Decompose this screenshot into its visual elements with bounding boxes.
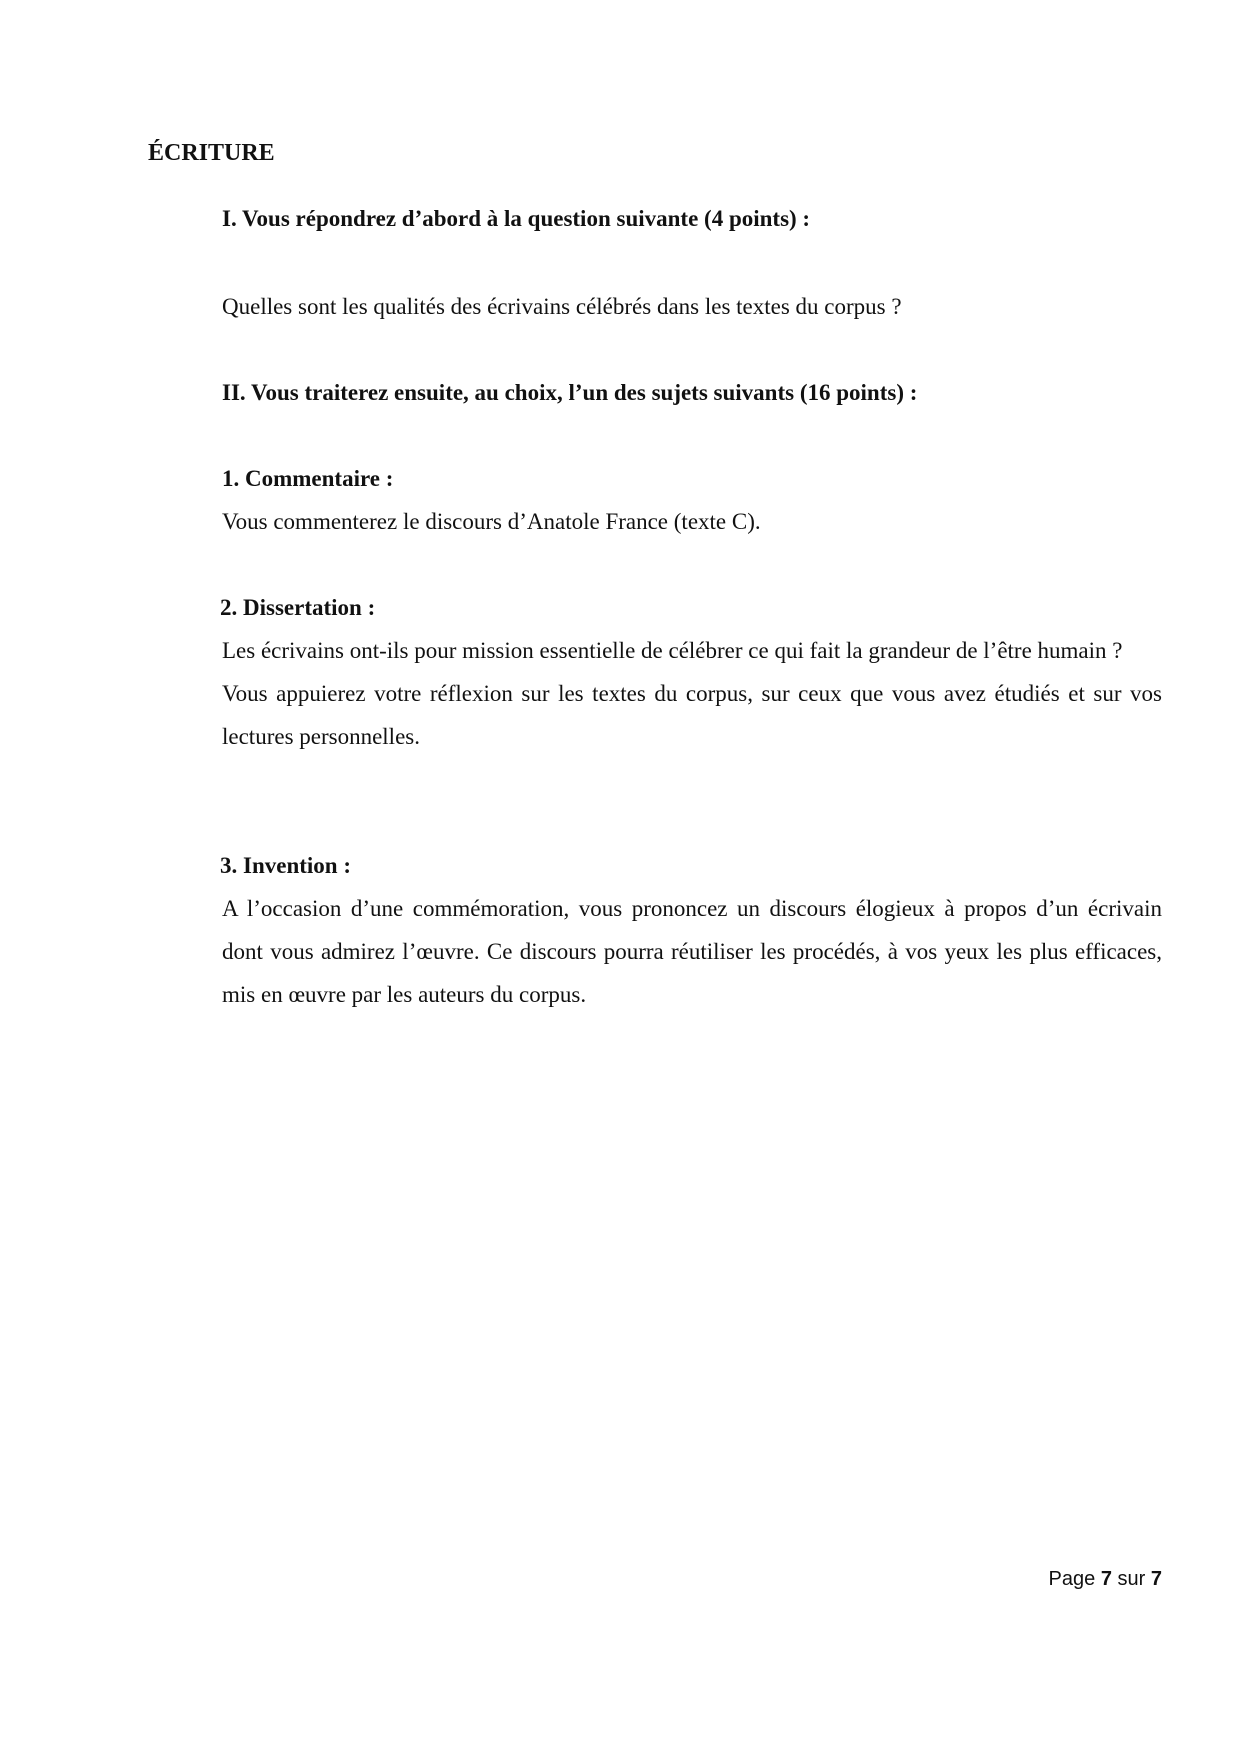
page-label: Page bbox=[1048, 1568, 1096, 1590]
subject-heading: 2. Dissertation : bbox=[220, 595, 376, 620]
current-page-number: 7 bbox=[1100, 1568, 1112, 1590]
subject-invention bbox=[220, 844, 1162, 1016]
subject-dissertation bbox=[220, 586, 1162, 758]
subject-commentaire bbox=[222, 457, 1162, 543]
subject-heading: 1. Commentaire : bbox=[222, 466, 394, 491]
of-label: sur bbox=[1117, 1568, 1146, 1590]
part1-title: I. Vous répondrez d’abord à la question suivante (4 points) : bbox=[222, 206, 811, 231]
subject-paragraph: Vous commenterez le discours d’Anatole France (texte C). bbox=[222, 509, 761, 534]
subject-paragraph: Vous appuierez votre réflexion sur les textes du corpus, sur ceux que vous avez étudiés et sur vos lectures personnelles. bbox=[222, 681, 1162, 749]
subject-paragraph: Les écrivains ont-ils pour mission essentielle de célébrer ce qui fait la grandeur de l’être humain ? bbox=[222, 638, 1123, 663]
part1-question: Quelles sont les qualités des écrivains célébrés dans les textes du corpus ? bbox=[222, 294, 902, 319]
subject-paragraph: A l’occasion d’une commémoration, vous prononcez un discours élogieux à propos d’un écrivain dont vous admirez l’œuvre. Ce discours pourra réutiliser les procédés, à vos yeux les plus efficaces, mis en œuvre par les auteurs du corpus. bbox=[222, 896, 1162, 1007]
section-heading: ÉCRITURE bbox=[148, 140, 275, 166]
subject-heading: 3. Invention : bbox=[220, 853, 351, 878]
page-footer bbox=[1049, 1566, 1162, 1592]
part2-title: II. Vous traiterez ensuite, au choix, l’un des sujets suivants (16 points) : bbox=[222, 380, 918, 405]
total-pages-number: 7 bbox=[1150, 1568, 1162, 1590]
